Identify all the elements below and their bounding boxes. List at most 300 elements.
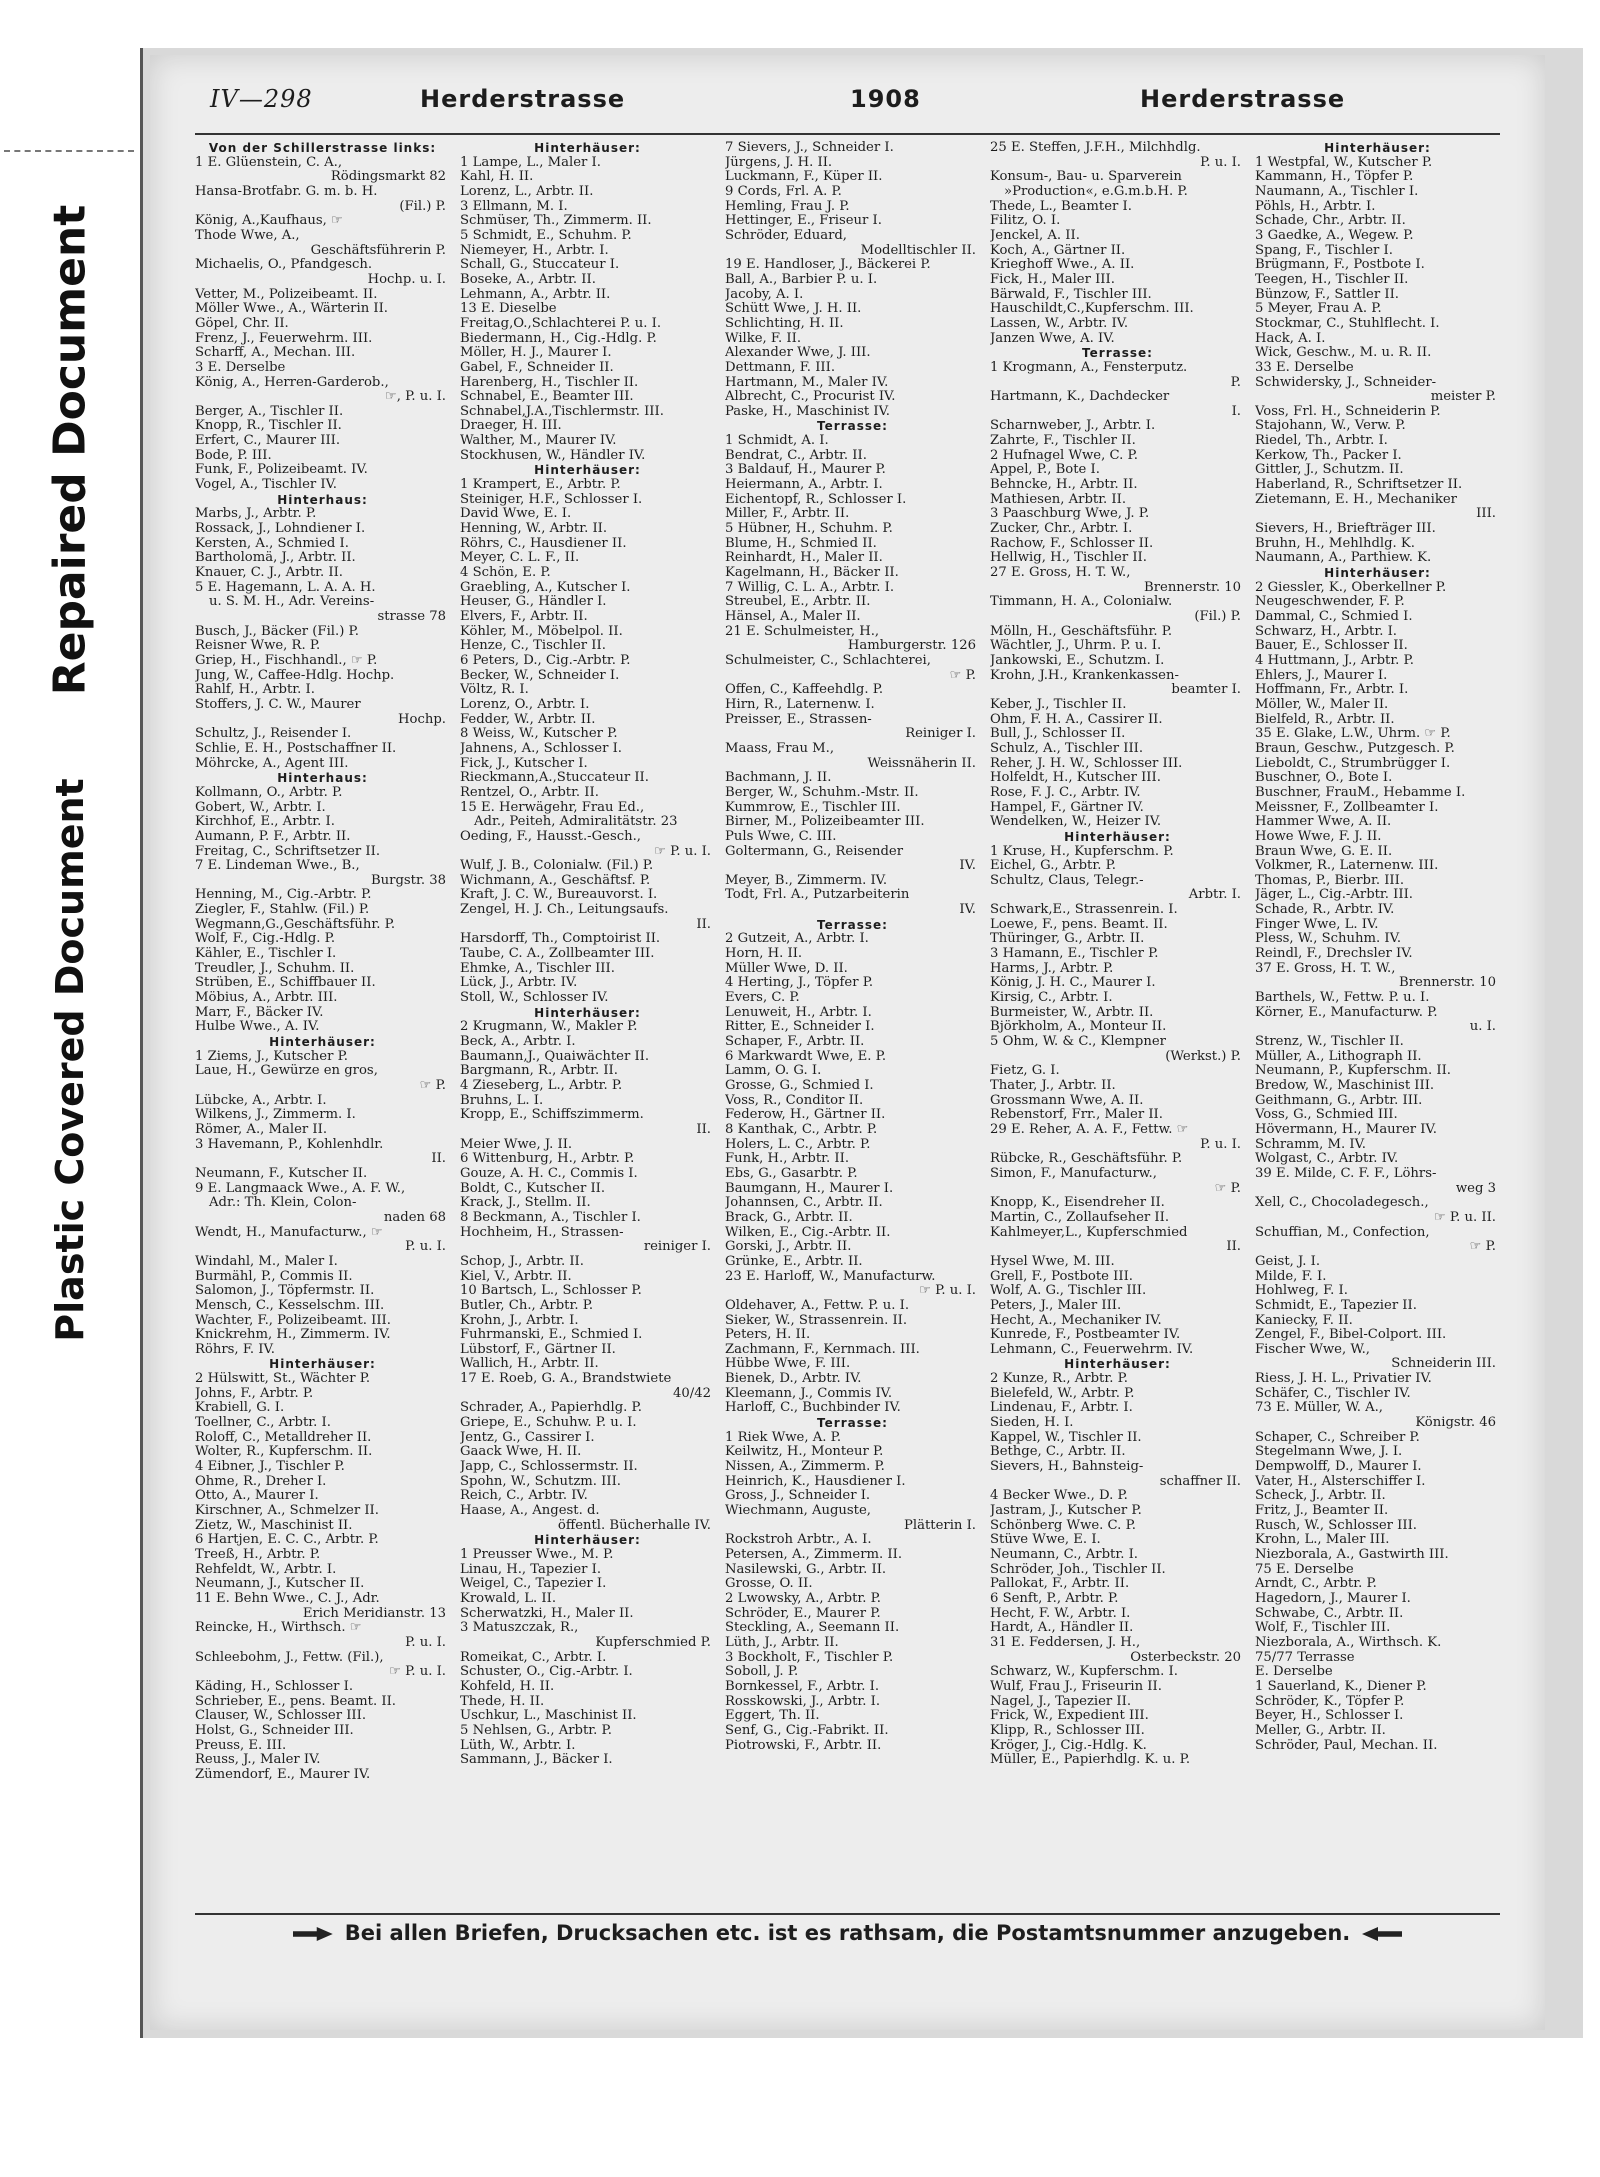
directory-entry: Kirchhof, E., Arbtr. I.: [195, 814, 335, 830]
directory-entry: Schröder, E., Maurer P.: [725, 1605, 881, 1621]
directory-entry: Hochp.: [398, 711, 446, 727]
directory-entry: Henning, M., Cig.-Arbtr. P.: [195, 887, 372, 903]
directory-entry: 19 E. Handloser, J., Bäckerei P.: [725, 257, 931, 273]
directory-entry: Treudler, J., Schuhm. II.: [195, 960, 355, 976]
directory-entry: Gabel, F., Schneider II.: [460, 359, 614, 375]
directory-entry: Birner, M., Polizeibeamter III.: [725, 814, 925, 830]
directory-entry: Krieghoff Wwe., A. II.: [990, 257, 1135, 273]
directory-entry: (Fil.) P.: [1194, 609, 1241, 624]
directory-entry: Gobert, W., Arbtr. I.: [195, 799, 326, 815]
directory-entry: Ritter, E., Schneider I.: [725, 1019, 875, 1035]
directory-entry: I.: [1231, 403, 1241, 419]
directory-entry: Aumann, P. F., Arbtr. II.: [195, 828, 351, 844]
directory-entry: Wolf, F., Cig.-Hdlg. P.: [195, 931, 336, 947]
directory-entry: Schramm, M. IV.: [1255, 1136, 1366, 1152]
directory-entry: Bärwald, F., Tischler III.: [990, 286, 1152, 302]
directory-entry: 17 E. Roeb, G. A., Brandstwiete: [460, 1371, 672, 1387]
directory-entry: Puls Wwe, C. III.: [725, 828, 837, 844]
directory-entry: Kraft, J. C. W., Bureauvorst. I.: [460, 887, 658, 903]
section-heading: Hinterhäuser:: [534, 463, 641, 478]
directory-entry: u. I.: [1469, 1019, 1496, 1035]
directory-entry: König, J. H. C., Maurer I.: [990, 975, 1156, 991]
directory-entry: Rebenstorf, Frr., Maler II.: [990, 1107, 1163, 1123]
section-heading: Hinterhäuser:: [1324, 141, 1431, 155]
directory-entry: 1 Riek Wwe, A. P.: [725, 1429, 842, 1445]
directory-entry: 1 Sauerland, K., Diener P.: [1255, 1678, 1427, 1694]
directory-entry: 1 Lampe, L., Maler I.: [460, 154, 601, 170]
directory-entry: Windahl, M., Maler I.: [195, 1253, 338, 1269]
directory-entry: Brennerstr. 10: [1399, 975, 1496, 991]
directory-entry: Frenz, J., Feuerwehrm. III.: [195, 330, 373, 346]
directory-entry: Schäfer, C., Tischler IV.: [1255, 1385, 1411, 1401]
directory-entry: Rübcke, R., Geschäftsführ. P.: [990, 1151, 1183, 1167]
directory-entry: Zucker, Chr., Arbtr. I.: [990, 521, 1133, 537]
directory-entry: Meyer, B., Zimmerm. IV.: [725, 872, 888, 888]
directory-entry: Ehmke, A., Tischler III.: [460, 960, 615, 976]
directory-entry: Beyer, H., Schlosser I.: [1255, 1708, 1404, 1724]
directory-entry: 75/77 Terrasse: [1255, 1649, 1355, 1665]
directory-entry: Naumann, A., Tischler I.: [1255, 183, 1419, 199]
directory-entry: Lindenau, F., Arbtr. I.: [990, 1400, 1133, 1416]
directory-entry: 1 Krogmann, A., Fensterputz.: [990, 359, 1188, 375]
directory-entry: Braun Wwe, G. E. II.: [1255, 843, 1393, 859]
directory-entry: Reinhardt, H., Maler II.: [725, 550, 883, 566]
directory-entry: Strenz, W., Tischler II.: [1255, 1034, 1404, 1050]
directory-entry: Wächtler, J., Uhrm. P. u. I.: [990, 638, 1162, 654]
directory-entry: Elvers, F., Arbtr. II.: [460, 609, 588, 624]
directory-entry: Rachow, F., Schlosser II.: [990, 535, 1154, 551]
directory-entry: Romeikat, C., Arbtr. I.: [460, 1649, 607, 1665]
directory-entry: Hettinger, E., Friseur I.: [725, 213, 882, 229]
directory-entry: Schrieber, E., pens. Beamt. II.: [195, 1693, 396, 1709]
directory-entry: Harsdorff, Th., Comptoirist II.: [460, 931, 661, 947]
directory-entry: Kupferschmied P.: [595, 1634, 711, 1650]
header-rule: [195, 133, 1500, 135]
directory-entry: Schaper, C., Schreiber P.: [1255, 1429, 1420, 1445]
directory-entry: Fick, J., Kutscher I.: [460, 755, 588, 771]
directory-entry: Gross, J., Schneider I.: [725, 1488, 871, 1504]
directory-entry: Roloff, C., Metalldreher II.: [195, 1429, 372, 1445]
directory-entry: Hochheim, H., Strassen-: [460, 1224, 624, 1240]
directory-entry: Oldehaver, A., Fettw. P. u. I.: [725, 1297, 910, 1313]
directory-entry: Bredow, W., Maschinist III.: [1255, 1078, 1435, 1093]
directory-entry: Heuser, G., Händler I.: [460, 594, 607, 610]
directory-entry: 1 Kruse, H., Kupferschm. P.: [990, 843, 1174, 859]
directory-entry: Lorenz, O., Arbtr. I.: [460, 696, 590, 712]
directory-entry: Erfert, C., Maurer III.: [195, 433, 341, 449]
directory-entry: Vetter, M., Polizeibeamt. II.: [195, 286, 378, 302]
directory-entry: Kahlmeyer,L., Kupferschmied: [990, 1224, 1188, 1240]
directory-entry: Hövermann, H., Maurer IV.: [1255, 1121, 1437, 1137]
directory-entry: 2 Giessler, K., Oberkellner P.: [1255, 579, 1447, 595]
directory-entry: 6 Wittenburg, H., Arbtr. P.: [460, 1151, 635, 1167]
directory-entry: Körner, E., Manufacturw. P.: [1255, 1004, 1438, 1020]
directory-entry: Röhrs, F. IV.: [195, 1341, 275, 1357]
directory-entry: Schröder, Joh., Tischler II.: [990, 1561, 1166, 1577]
directory-entry: Spohn, W., Schutzm. III.: [460, 1473, 621, 1489]
directory-entry: Schop, J., Arbtr. II.: [460, 1253, 584, 1269]
directory-entry: Völtz, R. I.: [460, 682, 529, 698]
directory-entry: 1 Krampert, E., Arbtr. P.: [460, 477, 621, 493]
directory-page: [150, 55, 1545, 2030]
directory-entry: Naumann, A., Parthiew. K.: [1255, 550, 1432, 566]
directory-entry: 7 Willig, C. L. A., Arbtr. I.: [725, 579, 895, 595]
directory-entry: Kleemann, J., Commis IV.: [725, 1385, 893, 1401]
directory-entry: Geist, J. I.: [1255, 1253, 1321, 1269]
footer-rule: [195, 1913, 1500, 1915]
directory-entry: Schade, Chr., Arbtr. II.: [1255, 213, 1406, 229]
directory-entry: Ehlers, J., Maurer I.: [1255, 667, 1388, 683]
directory-entry: Vogel, A., Tischler IV.: [195, 477, 337, 493]
directory-entry: 4 Zieseberg, L., Arbtr. P.: [460, 1078, 623, 1093]
directory-entry: 4 Becker Wwe., D. P.: [990, 1488, 1128, 1504]
directory-entry: Ebs, G., Gasarbtr. P.: [725, 1165, 858, 1181]
directory-entry: Butler, Ch., Arbtr. P.: [460, 1297, 594, 1313]
directory-entry: 5 E. Hagemann, L. A. A. H.: [195, 579, 376, 595]
directory-entry: Bachmann, J. II.: [725, 770, 832, 786]
column-1: [195, 141, 450, 1906]
directory-entry: Lüth, J., Arbtr. II.: [725, 1634, 839, 1650]
directory-entry: 6 Markwardt Wwe, E. P.: [725, 1048, 887, 1064]
directory-entry: Offen, C., Kaffeehdlg. P.: [725, 682, 884, 698]
directory-entry: Arbtr. I.: [1188, 887, 1241, 903]
directory-entry: Laue, H., Gewürze en gros,: [195, 1063, 378, 1079]
directory-entry: Schwarz, W., Kupferschm. I.: [990, 1664, 1178, 1680]
directory-entry: Müller, A., Lithograph II.: [1255, 1048, 1422, 1064]
directory-entry: Knickrehm, H., Zimmerm. IV.: [195, 1327, 391, 1343]
directory-entry: Konsum-, Bau- u. Sparverein: [990, 169, 1182, 185]
directory-entry: Frick, W., Expedient III.: [990, 1708, 1149, 1724]
directory-entry: Wulf, J. B., Colonialw. (Fil.) P.: [460, 858, 654, 874]
directory-entry: Nasilewski, G., Arbtr. II.: [725, 1561, 887, 1577]
directory-entry: Thüringer, G., Arbtr. II.: [990, 931, 1145, 947]
directory-entry: Salomon, J., Töpfermstr. II.: [195, 1283, 375, 1299]
directory-entry: Holers, L. C., Arbtr. P.: [725, 1136, 871, 1152]
section-heading: Hinterhaus:: [277, 492, 368, 507]
directory-entry: Hammer Wwe, A. II.: [1255, 814, 1392, 830]
directory-entry: Zengel, F., Bibel-Colport. III.: [1255, 1327, 1447, 1343]
directory-entry: Rehfeldt, W., Arbtr. I.: [195, 1561, 337, 1577]
directory-entry: Voss, G., Schmied III.: [1255, 1107, 1398, 1123]
directory-entry: Schönberg Wwe. C. P.: [990, 1517, 1136, 1533]
directory-entry: Reindl, F., Drechsler IV.: [1255, 946, 1413, 962]
directory-entry: »Production«, e.G.m.b.H. P.: [1004, 183, 1188, 199]
directory-entry: ☞ P. u. I.: [389, 1664, 446, 1680]
directory-entry: Hartmann, M., Maler IV.: [725, 374, 889, 390]
directory-entry: Brügmann, F., Postbote I.: [1255, 257, 1425, 273]
directory-entry: Wilkens, J., Zimmerm. I.: [195, 1107, 356, 1123]
directory-entry: Lassen, W., Arbtr. IV.: [990, 315, 1129, 331]
directory-entry: Lück, J., Arbtr. IV.: [460, 975, 578, 991]
directory-entry: Hagedorn, J., Maurer I.: [1255, 1590, 1411, 1606]
directory-entry: Schuster, O., Cig.-Arbtr. I.: [460, 1664, 633, 1680]
directory-entry: Schulz, A., Tischler III.: [990, 740, 1144, 756]
directory-entry: Schuffian, M., Confection,: [1255, 1224, 1430, 1240]
directory-entry: Thomas, P., Bierbr. III.: [1255, 872, 1405, 888]
dashed-line: [4, 150, 134, 152]
directory-entry: ☞ P.: [1214, 1180, 1241, 1196]
directory-entry: Jürgens, J. H. II.: [725, 154, 833, 170]
directory-entry: Martin, C., Zollaufseher II.: [990, 1209, 1170, 1225]
directory-entry: Rusch, W., Schlosser III.: [1255, 1517, 1418, 1533]
directory-entry: ☞ P.: [419, 1078, 446, 1093]
directory-entry: Reher, J. H. W., Schlosser III.: [990, 755, 1183, 771]
directory-entry: Koch, A., Gärtner II.: [990, 242, 1126, 258]
directory-entry: III.: [1476, 506, 1496, 522]
directory-entry: Treeß, H., Arbtr. P.: [195, 1547, 321, 1562]
directory-entry: Grossmann Wwe, A. II.: [990, 1092, 1144, 1108]
directory-entry: Stegelmann Wwe, J. I.: [1255, 1444, 1403, 1460]
section-heading: Terrasse:: [817, 917, 888, 932]
directory-entry: Hysel Wwe, M. III.: [990, 1253, 1115, 1269]
directory-entry: Riess, J. H. L., Privatier IV.: [1255, 1371, 1432, 1387]
directory-entry: Teegen, H., Tischler II.: [1255, 271, 1409, 287]
directory-entry: Scharff, A., Mechan. III.: [195, 345, 356, 361]
directory-entry: Lehmann, C., Feuerwehrm. IV.: [990, 1341, 1194, 1357]
directory-entry: Schultz, Claus, Telegr.-: [990, 872, 1144, 888]
directory-entry: Meissner, F., Zollbeamter I.: [1255, 799, 1439, 815]
directory-entry: Beck, A., Arbtr. I.: [460, 1034, 576, 1050]
column-3: [725, 141, 980, 1906]
directory-entry: Fietz, G. I.: [990, 1063, 1060, 1079]
directory-entry: Adr., Peiteh, Admiralitätstr. 23: [474, 814, 678, 830]
directory-entry: Björkholm, A., Monteur II.: [990, 1019, 1167, 1035]
directory-entry: Scharnweber, J., Arbtr. I.: [990, 418, 1156, 434]
directory-entry: Krohn, J., Arbtr. I.: [460, 1312, 579, 1328]
footer-text: Bei allen Briefen, Drucksachen etc. ist es rathsam, die Postamtsnummer anzugeben.: [344, 1921, 1351, 1945]
directory-entry: Streubel, E., Arbtr. II.: [725, 594, 871, 610]
directory-entry: Schultz, J., Reisender I.: [195, 726, 352, 742]
directory-entry: Kirschner, A., Schmelzer II.: [195, 1503, 379, 1519]
section-heading: Hinterhäuser:: [534, 1533, 641, 1548]
directory-entry: Thede, L., Beamter I.: [990, 198, 1132, 214]
pointing-hand-icon: [1362, 1927, 1402, 1941]
directory-entry: Luckmann, F., Küper II.: [725, 169, 883, 185]
directory-entry: 4 Herting, J., Töpfer P.: [725, 975, 874, 991]
section-heading: Terrasse:: [1082, 346, 1153, 361]
directory-entry: Petersen, A., Zimmerm. II.: [725, 1547, 903, 1562]
directory-entry: Wilken, E., Cig.-Arbtr. II.: [725, 1224, 891, 1240]
directory-entry: Xell, C., Chocoladegesch.,: [1255, 1195, 1429, 1211]
directory-entry: öffentl. Bücherhalle IV.: [557, 1517, 711, 1533]
directory-entry: Wilke, F. II.: [725, 330, 802, 346]
directory-entry: Behncke, H., Arbtr. II.: [990, 477, 1138, 493]
directory-entry: Möller, H. J., Maurer I.: [460, 345, 612, 361]
directory-entry: Rose, F. J. C., Arbtr. IV.: [990, 784, 1141, 800]
directory-entry: 73 E. Müller, W. A.,: [1255, 1400, 1383, 1416]
directory-entry: Gaack Wwe, H. II.: [460, 1444, 582, 1460]
footer-notice: [210, 1921, 1485, 1945]
directory-entry: Schütt Wwe, J. H. II.: [725, 301, 862, 317]
directory-entry: 5 Ohm, W. & C., Klempner: [990, 1034, 1166, 1050]
directory-entry: Peters, H. II.: [725, 1327, 811, 1343]
directory-entry: 27 E. Gross, H. T. W.,: [990, 565, 1131, 581]
directory-entry: Harenberg, H., Tischler II.: [460, 374, 639, 390]
directory-entry: Voss, Frl. H., Schneiderin P.: [1255, 403, 1441, 419]
directory-entry: Johannsen, C., Arbtr. II.: [725, 1195, 883, 1211]
directory-entry: Bode, P. III.: [195, 447, 272, 463]
directory-entry: David Wwe, E. I.: [460, 506, 572, 522]
directory-entry: Marr, F., Bäcker IV.: [195, 1004, 324, 1020]
directory-entry: Dammal, C., Schmied I.: [1255, 609, 1413, 624]
directory-entry: Lübstorf, F., Gärtner II.: [460, 1341, 616, 1357]
directory-entry: 29 E. Reher, A. A. F., Fettw. ☞: [990, 1121, 1189, 1137]
directory-entry: schaffner II.: [1159, 1473, 1241, 1489]
directory-entry: Rossack, J., Lohndiener I.: [195, 521, 366, 537]
directory-entry: Möhrcke, A., Agent III.: [195, 755, 349, 771]
directory-entry: Heiermann, A., Arbtr. I.: [725, 477, 883, 493]
directory-entry: Fick, H., Maler III.: [990, 271, 1115, 287]
directory-entry: Jastram, J., Kutscher P.: [990, 1503, 1142, 1519]
directory-entry: Appel, P., Bote I.: [990, 462, 1100, 478]
directory-entry: Bethge, C., Arbtr. II.: [990, 1444, 1126, 1460]
directory-entry: Timmann, H. A., Colonialw.: [990, 594, 1173, 610]
directory-entry: Hauschildt,C.,Kupferschm. III.: [990, 301, 1194, 317]
directory-entry: 1 Schmidt, A. I.: [725, 433, 829, 449]
directory-entry: Kropp, E., Schiffszimmerm.: [460, 1107, 644, 1123]
directory-entry: Kähler, E., Tischler I.: [195, 946, 337, 962]
directory-entry: Gouze, A. H. C., Commis I.: [460, 1165, 638, 1181]
directory-entry: Bruhn, H., Mehlhdlg. K.: [1255, 535, 1415, 551]
directory-entry: Jankowski, E., Schutzm. I.: [990, 652, 1165, 668]
directory-entry: Wiechmann, Auguste,: [725, 1503, 871, 1519]
directory-entry: Arndt, C., Arbtr. P.: [1255, 1576, 1377, 1592]
directory-entry: Wolf, F., Tischler III.: [1255, 1620, 1391, 1636]
directory-entry: Erich Meridianstr. 13: [302, 1605, 446, 1621]
directory-entry: Schaper, F., Arbtr. II.: [725, 1034, 865, 1050]
directory-entry: Blume, H., Schmied II.: [725, 535, 877, 551]
directory-entry: Geithmann, G., Arbtr. III.: [1255, 1092, 1423, 1108]
directory-entry: Kollmann, O., Arbtr. P.: [195, 784, 343, 800]
directory-entry: Grosse, O. II.: [725, 1576, 813, 1592]
directory-entry: König, A., Herren-Garderob.,: [195, 374, 389, 390]
directory-entry: Stajohann, W., Verw. P.: [1255, 418, 1406, 434]
directory-entry: Weissnäherin II.: [867, 755, 976, 771]
directory-entry: Scheck, J., Arbtr. II.: [1255, 1488, 1386, 1504]
directory-entry: Kummrow, E., Tischler III.: [725, 799, 901, 815]
directory-entry: 2 Krugmann, W., Makler P.: [460, 1019, 638, 1035]
directory-entry: Stockmar, C., Stuhlflecht. I.: [1255, 315, 1440, 331]
column-5: [1255, 141, 1500, 1906]
section-heading: Hinterhäuser:: [269, 1357, 376, 1372]
directory-entry: Jacoby, A. I.: [725, 286, 804, 302]
directory-entry: II.: [1226, 1239, 1241, 1255]
directory-entry: 13 E. Dieselbe: [460, 301, 557, 317]
directory-entry: Schwabe, C., Arbtr. II.: [1255, 1605, 1404, 1621]
directory-entry: ☞, P. u. I.: [384, 389, 446, 405]
directory-entry: Wegmann,G.,Geschäftsführ. P.: [195, 916, 396, 932]
directory-entry: Hohlweg, F. I.: [1255, 1283, 1348, 1299]
directory-entry: Hochp. u. I.: [367, 271, 446, 287]
directory-entry: Thede, H. II.: [460, 1693, 545, 1709]
directory-entry: 39 E. Milde, C. F. F., Löhrs-: [1255, 1165, 1437, 1181]
directory-entry: Vater, H., Alsterschiffer I.: [1255, 1473, 1426, 1489]
directory-entry: Schwark,E., Strassenrein. I.: [990, 902, 1178, 918]
directory-entry: Draeger, H. III.: [460, 418, 562, 434]
directory-entry: Horn, H. II.: [725, 946, 803, 962]
directory-entry: Funk, H., Arbtr. II.: [725, 1151, 850, 1167]
page-header: [210, 85, 1485, 121]
directory-entry: II.: [696, 1121, 711, 1137]
directory-entry: König, A.,Kaufhaus, ☞: [195, 213, 343, 229]
directory-entry: Meier Wwe, J. II.: [460, 1136, 573, 1152]
directory-entry: Hampel, F., Gärtner IV.: [990, 799, 1144, 815]
directory-entry: Schnabel, E., Beamter III.: [460, 389, 634, 405]
directory-entry: Eichel, G., Arbtr. P.: [990, 858, 1116, 874]
directory-entry: 10 Bartsch, L., Schlosser P.: [460, 1283, 642, 1299]
directory-entry: 5 Meyer, Frau A. P.: [1255, 301, 1382, 317]
pointing-hand-icon: [293, 1927, 333, 1941]
directory-entry: Johns, F., Arbtr. P.: [195, 1385, 314, 1401]
section-heading: Hinterhaus:: [277, 771, 368, 786]
directory-entry: Krohn, J.H., Krankenkassen-: [990, 667, 1179, 683]
directory-entry: 11 E. Behn Wwe., C. J., Adr.: [195, 1590, 380, 1606]
directory-entry: Wichmann, A., Geschäftsf. P.: [460, 872, 651, 888]
directory-entry: Schrader, A., Papierhdlg. P.: [460, 1400, 642, 1416]
directory-entry: Jahnens, A., Schlosser I.: [460, 740, 622, 756]
section-heading: Terrasse:: [817, 419, 888, 434]
directory-entry: weg 3: [1455, 1180, 1496, 1196]
directory-entry: Finger Wwe, L. IV.: [1255, 916, 1379, 932]
directory-entry: Wick, Geschw., M. u. R. II.: [1255, 345, 1432, 361]
directory-entry: Osterbeckstr. 20: [1130, 1649, 1241, 1665]
directory-entry: Oeding, F., Hausst.-Gesch.,: [460, 828, 641, 844]
directory-entry: Gittler, J., Schutzm. II.: [1255, 462, 1404, 478]
directory-entry: Thater, J., Arbtr. II.: [990, 1078, 1116, 1093]
directory-entry: 1 Preusser Wwe., M. P.: [460, 1547, 614, 1562]
directory-entry: 5 Hübner, H., Schuhm. P.: [725, 521, 893, 537]
directory-entry: Kerkow, Th., Packer I.: [1255, 447, 1402, 463]
directory-entry: Gorski, J., Arbtr. II.: [725, 1239, 852, 1255]
directory-entry: 2 Kunze, R., Arbtr. P.: [990, 1371, 1128, 1387]
directory-entry: Plätterin I.: [904, 1517, 976, 1533]
directory-entry: Walther, M., Maurer IV.: [460, 433, 617, 449]
directory-entry: Brack, G., Arbtr. II.: [725, 1209, 853, 1225]
directory-entry: Barthels, W., Fettw. P. u. I.: [1255, 990, 1430, 1006]
directory-entry: Schröder, K., Töpfer P.: [1255, 1693, 1405, 1709]
directory-entry: Hartmann, K., Dachdecker: [990, 389, 1170, 405]
directory-entry: Albrecht, C., Procurist IV.: [725, 389, 896, 405]
page-number: IV—298: [210, 85, 313, 113]
directory-entry: Griepe, E., Schuhw. P. u. I.: [460, 1415, 637, 1431]
directory-entry: Graebling, A., Kutscher I.: [460, 579, 631, 595]
directory-entry: Stockhusen, W., Händler IV.: [460, 447, 646, 463]
directory-entry: Ohme, R., Dreher I.: [195, 1473, 327, 1489]
directory-entry: Lorenz, L., Arbtr. II.: [460, 183, 594, 199]
directory-entry: Japp, C., Schlossermstr. II.: [460, 1459, 638, 1475]
directory-entry: Hübbe Wwe, F. III.: [725, 1356, 851, 1372]
section-heading: Hinterhäuser:: [534, 141, 641, 155]
directory-entry: 8 Beckmann, A., Tischler I.: [460, 1209, 641, 1225]
directory-entry: Schlichting, H. II.: [725, 315, 844, 331]
directory-entry: Neumann, P., Kupferschm. II.: [1255, 1063, 1451, 1079]
directory-entry: Schleebohm, J., Fettw. (Fil.),: [195, 1649, 384, 1665]
directory-entry: Steckling, A., Seemann II.: [725, 1620, 900, 1636]
directory-entry: Zahrte, F., Tischler II.: [990, 433, 1136, 449]
directory-entry: Bendrat, C., Arbtr. II.: [725, 447, 867, 463]
directory-entry: Rieckmann,A.,Stuccateur II.: [460, 770, 649, 786]
directory-entry: II.: [696, 916, 711, 932]
directory-entry: Röhrs, C., Hausdiener II.: [460, 535, 627, 551]
directory-entry: Ohm, F. H. A., Cassirer II.: [990, 711, 1163, 727]
directory-entry: Krabiell, G. I.: [195, 1400, 285, 1416]
directory-entry: Kappel, W., Tischler II.: [990, 1429, 1142, 1445]
directory-entry: Lüth, W., Arbtr. I.: [460, 1737, 576, 1753]
directory-entry: 2 Hülswitt, St., Wächter P.: [195, 1371, 371, 1387]
directory-entry: Hoffmann, Fr., Arbtr. I.: [1255, 682, 1409, 698]
directory-entry: Goltermann, G., Reisender: [725, 843, 904, 859]
directory-entry: 1 E. Glüenstein, C. A.,: [195, 154, 343, 170]
